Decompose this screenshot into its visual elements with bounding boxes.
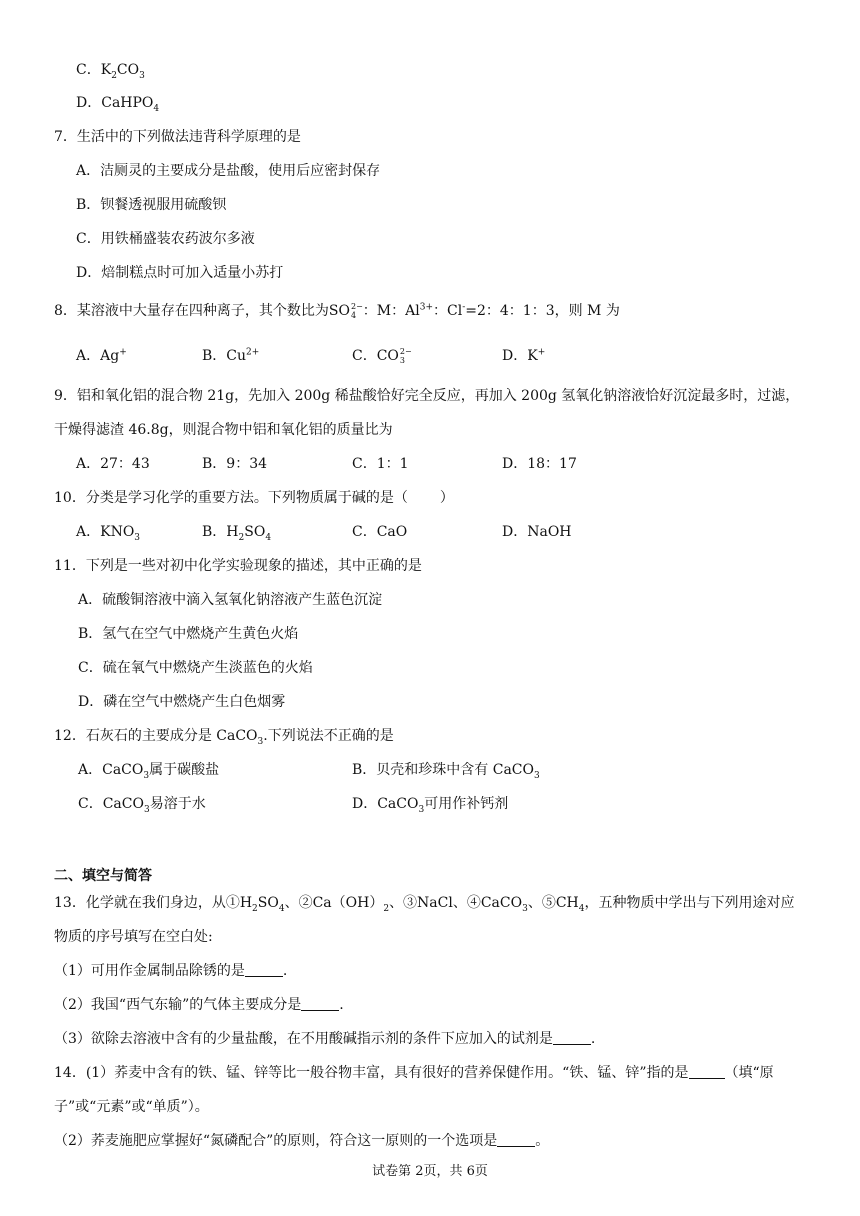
q11-option-b: B．氢气在空气中燃烧产生黄色火焰: [78, 626, 299, 642]
q6-option-c: C．$K_2CO_3$: [76, 62, 145, 81]
answer-blank[interactable]: [553, 1030, 591, 1045]
q11-stem: 11．下列是一些对初中化学实验现象的描述，其中正确的是: [54, 558, 422, 574]
q9-option-d: D．18：17: [502, 456, 577, 472]
q7-option-a: A．洁厕灵的主要成分是盐酸，使用后应密封保存: [76, 163, 381, 179]
sulfate-ion: SO 2− 4: [328, 302, 363, 320]
q6-option-d: D．CaHPO$_4$: [76, 95, 160, 114]
q13-stem-line2: 物质的序号填写在空白处:: [54, 929, 213, 945]
q11-option-a: A．硫酸铜溶液中滴入氢氧化钠溶液产生蓝色沉淀: [78, 592, 383, 608]
q9-stem-line1: 9．铝和氧化铝的混合物 21g，先加入 200g 稀盐酸恰好完全反应，再加入 200g 氢氧化钠溶液恰好沉淀最多时，过滤，: [54, 388, 800, 404]
q7-stem: 7．生活中的下列做法违背科学原理的是: [54, 129, 301, 145]
q13-sub3: （3）欲除去溶液中含有的少量盐酸，在不用酸碱指示剂的条件下应加入的试剂是 .: [54, 1031, 596, 1047]
q12-stem: 12．石灰石的主要成分是 CaCO$_3$.下列说法不正确的是: [54, 728, 394, 747]
q7-option-d: D．焙制糕点时可加入适量小苏打: [76, 265, 284, 281]
q9-option-c: C．1：1: [352, 456, 409, 472]
q10-option-a: A．$KNO_3$: [76, 524, 141, 543]
q12-option-b: B．贝壳和珍珠中含有 CaCO$_3$: [352, 762, 540, 781]
answer-blank[interactable]: [689, 1064, 725, 1079]
q8-option-a: A．Ag+: [76, 347, 127, 364]
answer-blank[interactable]: [245, 962, 283, 977]
q12-option-a: A．CaCO$_3$属于碳酸盐: [78, 762, 220, 781]
q14-line3: （2）荞麦施肥应掌握好“氮磷配合”的原则，符合这一原则的一个选项是 。: [54, 1133, 550, 1149]
q8-option-c: C．CO 2− 3: [352, 347, 412, 365]
q12-option-d: D．CaCO$_3$可用作补钙剂: [352, 796, 509, 815]
q8-stem: 8．某溶液中大量存在四种离子，其个数比为SO 2− 4 ：M：$Al^{3+}$：Cl-=2：4：1：3，则 M 为: [54, 302, 620, 320]
q9-option-b: B．9：34: [202, 456, 268, 472]
q12-option-c: C．CaCO$_3$易溶于水: [78, 796, 206, 815]
q10-stem: 10．分类是学习化学的重要方法。下列物质属于碱的是（ ）: [54, 490, 454, 506]
answer-blank[interactable]: [301, 996, 339, 1011]
q9-option-a: A．27：43: [76, 456, 150, 472]
q14-line2: 子”或“元素”或“单质”）。: [54, 1099, 209, 1115]
q11-option-c: C．硫在氧气中燃烧产生淡蓝色的火焰: [78, 660, 313, 676]
q7-option-c: C．用铁桶盛装农药波尔多液: [76, 231, 255, 247]
q13-sub2: （2）我国“西气东输”的气体主要成分是 .: [54, 997, 344, 1013]
q10-option-b: B．$H_2SO_4$: [202, 524, 272, 543]
q9-stem-line2: 干燥得滤渣 46.8g，则混合物中铝和氧化铝的质量比为: [54, 422, 393, 438]
q10-option-d: D．NaOH: [502, 524, 572, 540]
q10-option-c: C．CaO: [352, 524, 408, 540]
answer-blank[interactable]: [497, 1132, 535, 1147]
section-title: 二、填空与简答: [54, 868, 152, 884]
q13-sub1: （1）可用作金属制品除锈的是 .: [54, 963, 288, 979]
q8-option-d: D．K+: [502, 347, 546, 364]
q7-option-b: B．钡餐透视服用硫酸钡: [76, 197, 227, 213]
q14-line1: 14．(1）荞麦中含有的铁、锰、锌等比一般谷物丰富，具有很好的营养保健作用。“铁、锰、锌”指的是 （填“原: [54, 1065, 774, 1081]
q13-stem-line1: 13．化学就在我们身边，从$①H_2SO_4$、$②Ca(OH)_2$、③NaCl、④CaCO$_3$、$⑤CH_4$，五种物质中学出与下列用途对应: [54, 895, 795, 914]
q8-option-b: B．$Cu^{2+}$: [202, 347, 260, 364]
q11-option-d: D．磷在空气中燃烧产生白色烟雾: [78, 694, 286, 710]
page-footer: 试卷第 2页，共 6页: [372, 1164, 488, 1179]
